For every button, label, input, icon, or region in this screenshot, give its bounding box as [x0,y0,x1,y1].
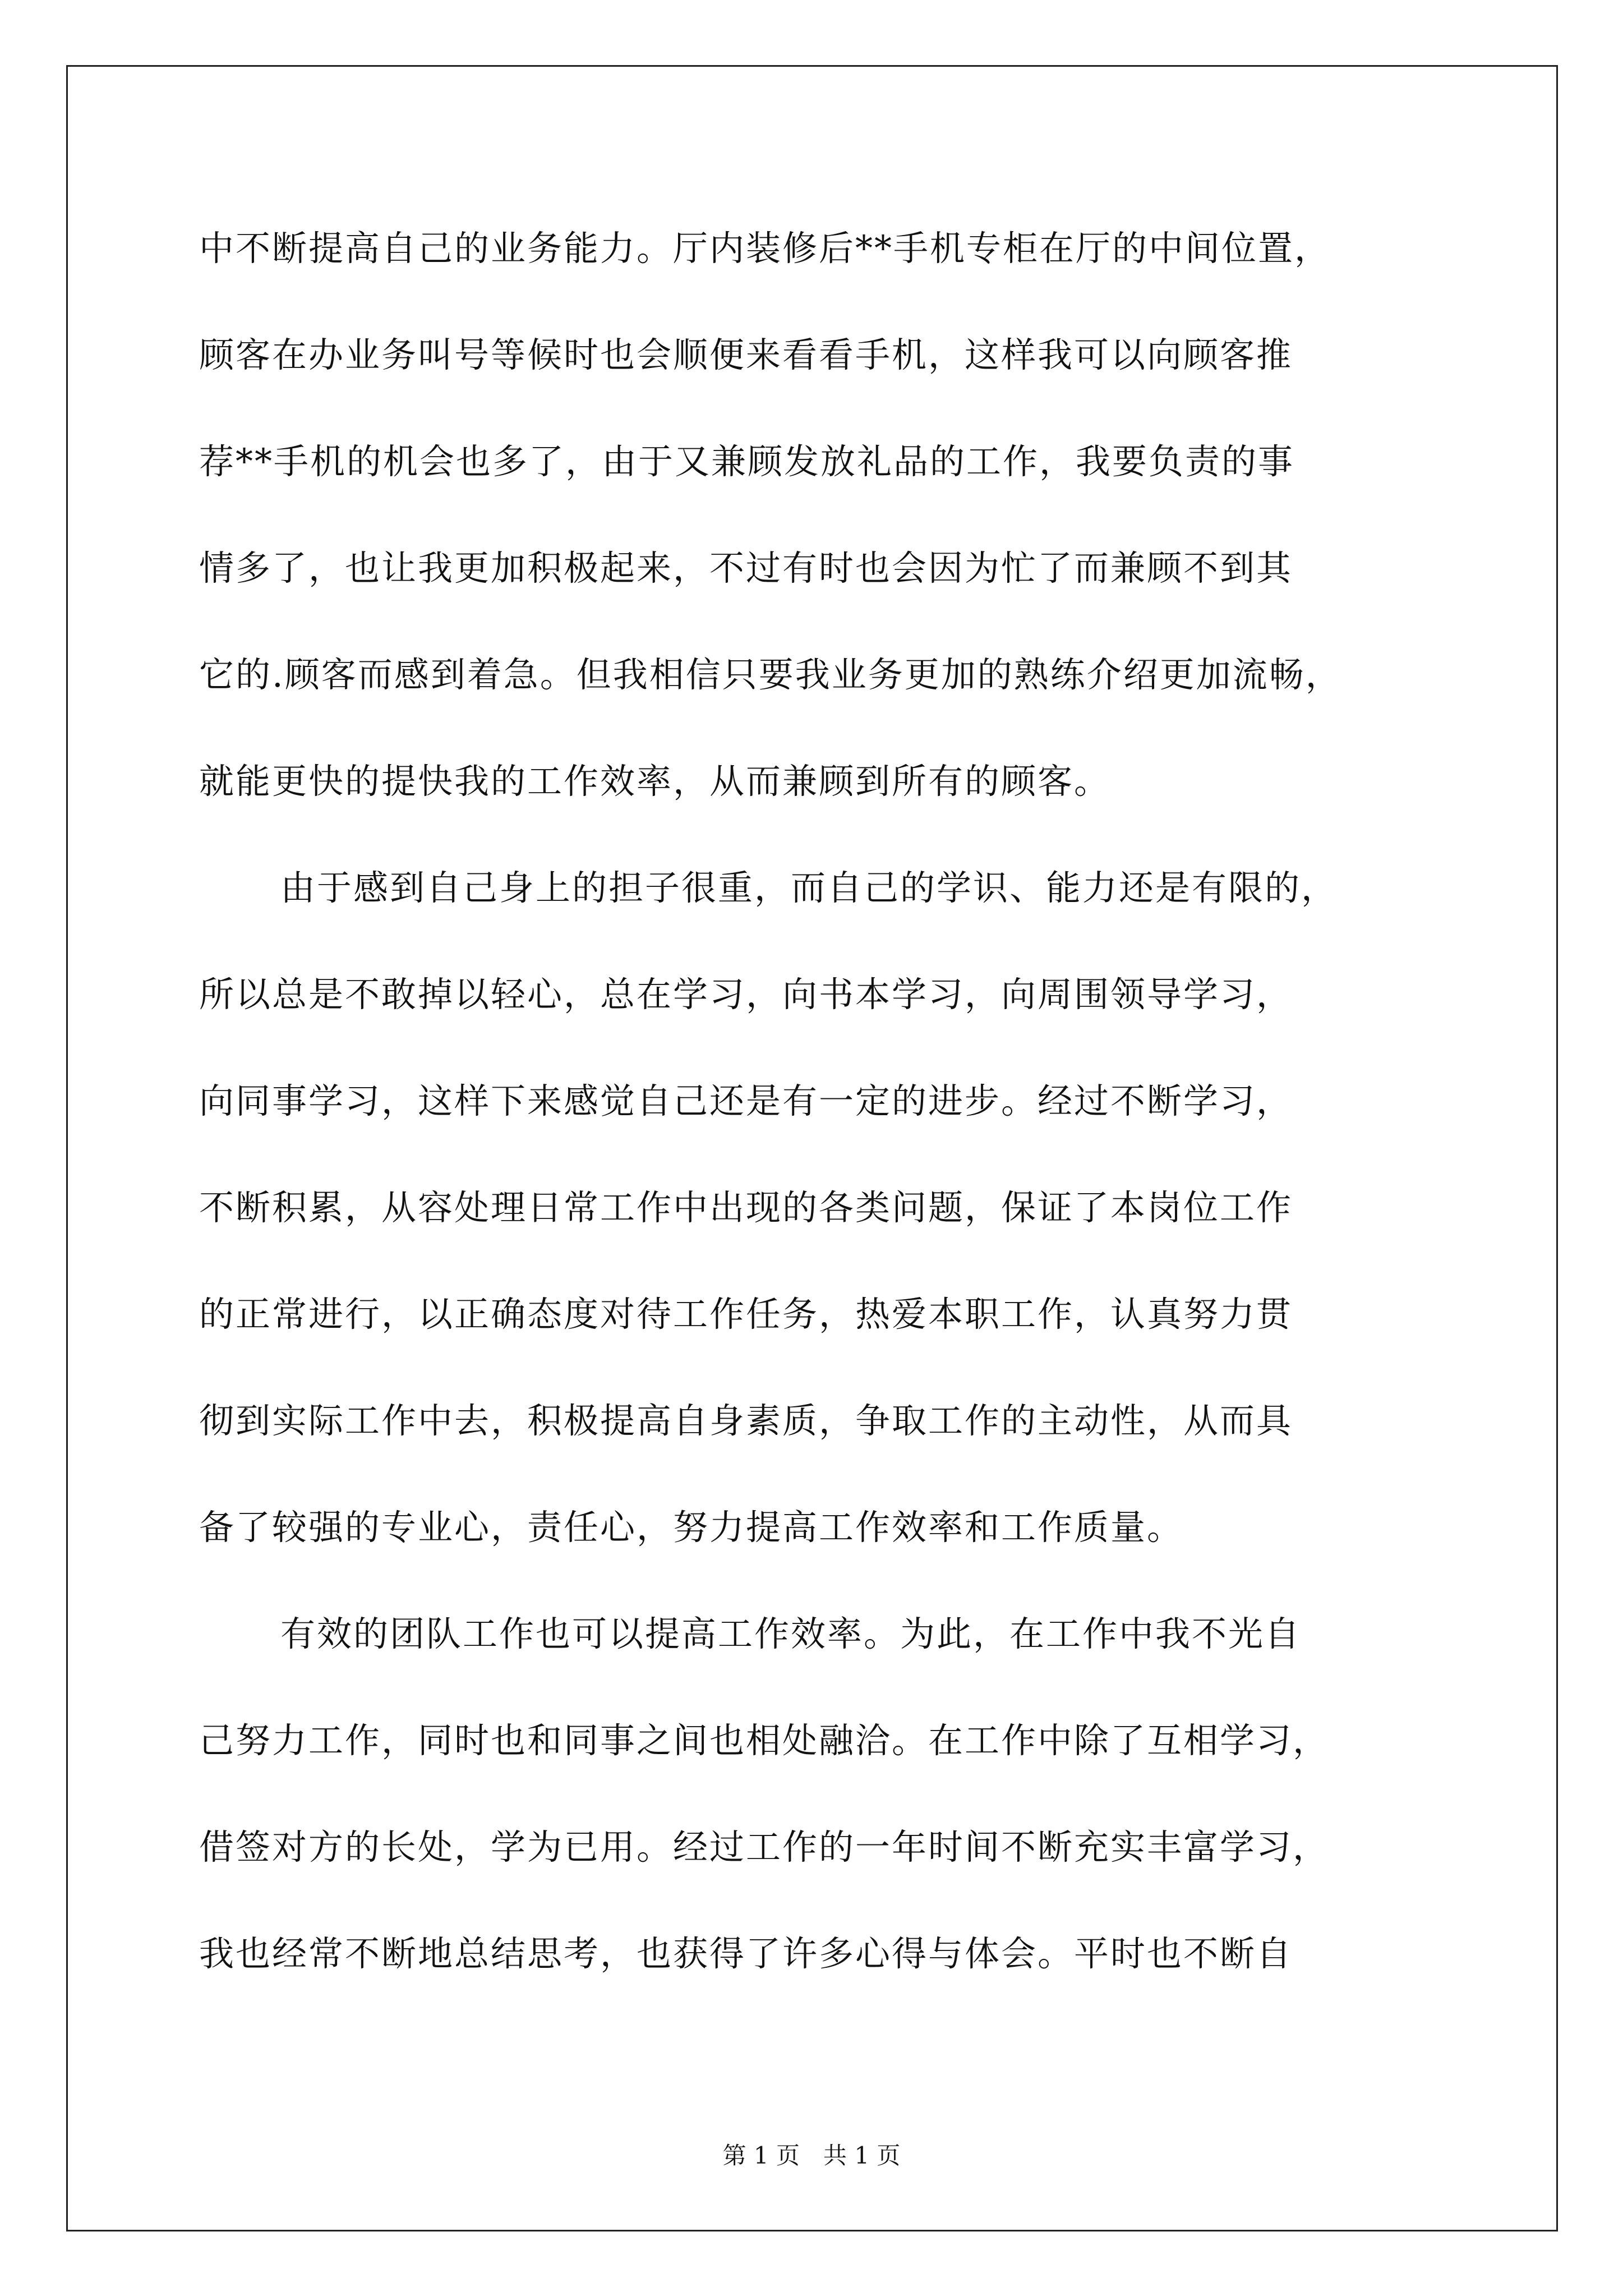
body-text-line: 向同事学习，这样下来感觉自己还是有一定的进步。经过不断学习， [199,1080,1293,1121]
body-text-line: 中不断提高自己的业务能力。厅内装修后**手机专柜在厅的中间位置， [199,228,1331,269]
body-text-line: 它的.顾客而感到着急。但我相信只要我业务更加的熟练介绍更加流畅， [199,654,1342,695]
body-text-line: 不断积累，从容处理日常工作中出现的各类问题，保证了本岗位工作 [199,1187,1293,1228]
body-text-line: 我也经常不断地总结思考，也获得了许多心得与体会。平时也不断自 [199,1933,1293,1974]
body-text-line: 情多了，也让我更加积极起来，不过有时也会因为忙了而兼顾不到其 [199,547,1293,588]
body-text-line: 顾客在办业务叫号等候时也会顺便来看看手机，这样我可以向顾客推 [199,334,1293,375]
body-text-line: 彻到实际工作中去，积极提高自身素质，争取工作的主动性，从而具 [199,1400,1293,1441]
body-text-line: 所以总是不敢掉以轻心，总在学习，向书本学习，向周围领导学习， [199,974,1293,1015]
page-border [66,65,1558,2231]
page-number-footer: 第 1 页 共 1 页 [722,2142,901,2169]
body-text-line: 就能更快的提快我的工作效率，从而兼顾到所有的顾客。 [199,761,1111,802]
body-text-line: 己努力工作，同时也和同事之间也相处融洽。在工作中除了互相学习， [199,1720,1330,1761]
body-text-line: 备了较强的专业心，责任心，努力提高工作效率和工作质量。 [199,1507,1184,1548]
body-text-line: 的正常进行，以正确态度对待工作任务，热爱本职工作，认真努力贯 [199,1294,1293,1335]
paragraph-first-line: 有效的团队工作也可以提高工作效率。为此，在工作中我不光自 [280,1613,1302,1654]
body-text-line: 荐**手机的机会也多了，由于又兼顾发放礼品的工作，我要负责的事 [199,441,1295,482]
paragraph-first-line: 由于感到自己身上的担子很重，而自己的学识、能力还是有限的， [280,867,1338,908]
body-text-line: 借签对方的长处，学为已用。经过工作的一年时间不断充实丰富学习， [199,1826,1330,1867]
